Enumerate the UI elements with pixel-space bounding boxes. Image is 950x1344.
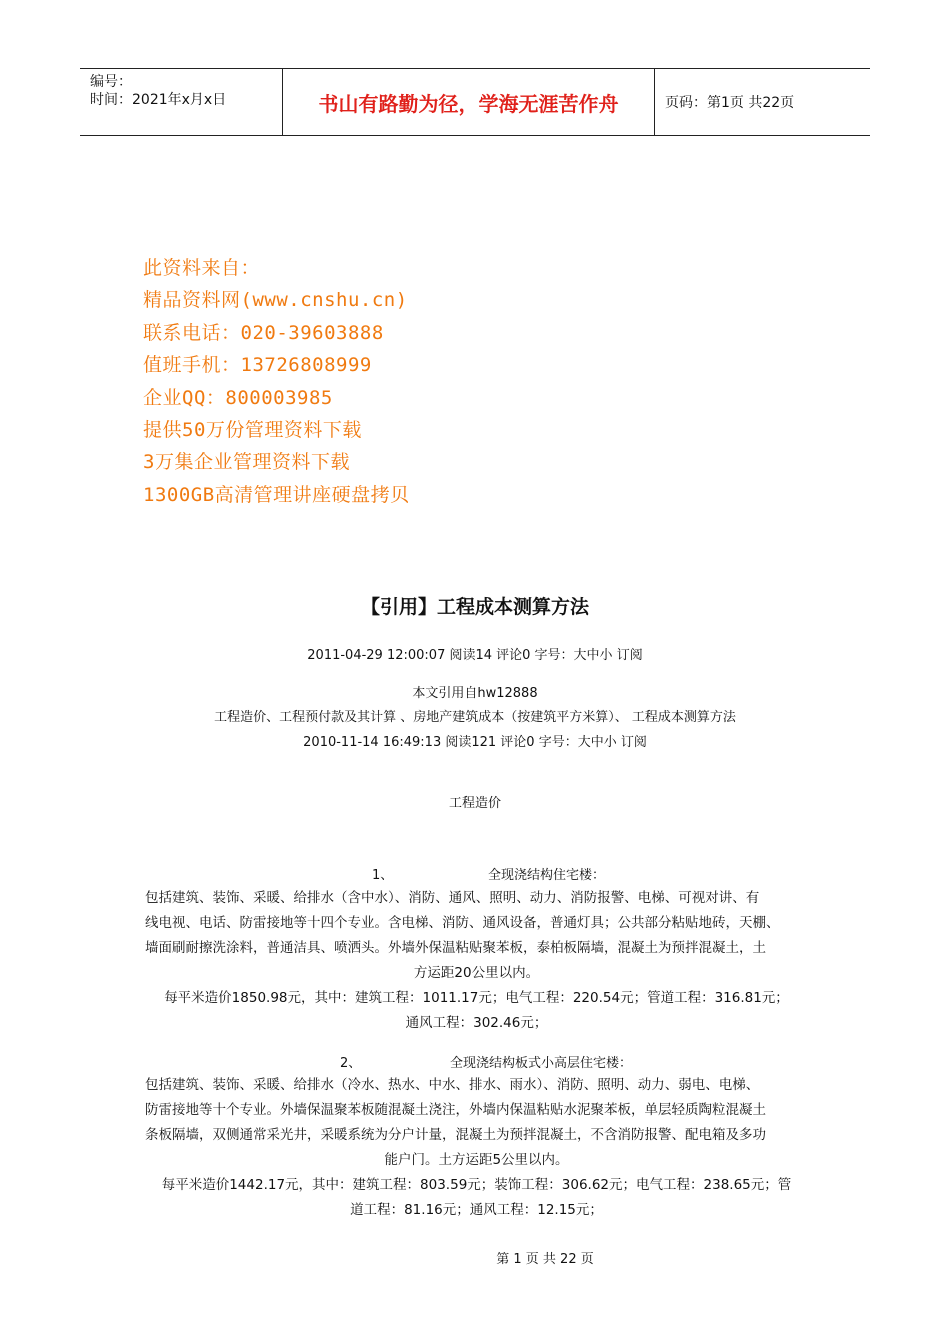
section-title: 工程造价	[448, 796, 501, 811]
promo-block	[143, 252, 410, 511]
header-motto: 书山有路勤为径，学海无涯苦作舟	[282, 69, 655, 135]
promo-line: 提供50万份管理资料下载	[143, 419, 362, 442]
desc-line: 包括建筑、装饰、采暖、给排水（冷水、热水、中水、排水、雨水）、消防、照明、动力、弱电、电梯、	[145, 1077, 760, 1093]
cost-line: 每平米造价1442.17元，其中：建筑工程：803.59元；装饰工程：306.62元；电气工程：238.65元；管	[161, 1177, 792, 1193]
article-meta: 2011-04-29 12:00:07 阅读14 评论0 字号：大中小 订阅	[307, 648, 643, 663]
item-description	[145, 886, 808, 1036]
item-number: 1、	[372, 868, 394, 883]
promo-line: 3万集企业管理资料下载	[143, 451, 350, 474]
number-label: 编号：	[90, 74, 132, 90]
desc-line: 条板隔墙，双侧通常采光井，采暖系统为分户计量，混凝土为预拌混凝土，不含消防报警、配电箱及多功	[145, 1127, 766, 1143]
promo-line: 值班手机：13726808999	[143, 354, 372, 377]
article-title: 【引用】工程成本测算方法	[360, 596, 589, 618]
quote-meta: 2010-11-14 16:49:13 阅读121 评论0 字号：大中小 订阅	[303, 735, 647, 750]
quote-source: 本文引用自hw12888	[412, 686, 538, 701]
desc-line: 包括建筑、装饰、采暖、给排水（含中水）、消防、通风、照明、动力、消防报警、电梯、可视对讲、有	[145, 890, 760, 906]
promo-line: 此资料来自：	[143, 257, 261, 279]
desc-line: 线电视、电话、防雷接地等十四个专业。含电梯、消防、通风设备，普通灯具；公共部分粘贴地砖，天棚、	[145, 915, 780, 931]
promo-line: 联系电话：020-39603888	[143, 321, 384, 344]
promo-line: 1300GB高清管理讲座硬盘拷贝	[143, 483, 410, 506]
item-description	[145, 1073, 808, 1223]
time-label: 时间：2021年x月x日	[90, 92, 227, 108]
promo-line: 精品资料网(www.cnshu.cn)	[143, 289, 408, 312]
item-title: 全现浇结构住宅楼：	[488, 868, 606, 883]
header-left-cell	[80, 69, 282, 135]
promo-line: 企业QQ：800003985	[143, 386, 333, 409]
cost-line: 通风工程：302.46元；	[405, 1015, 548, 1031]
quote-tags: 工程造价、工程预付款及其计算 、房地产建筑成本（按建筑平方米算）、 工程成本测算方法	[214, 710, 736, 725]
page-footer: 第 1 页 共 22 页	[496, 1252, 594, 1267]
desc-line: 防雷接地等十个专业。外墙保温聚苯板随混凝土浇注，外墙内保温粘贴水泥聚苯板，单层轻质陶粒混凝土	[145, 1102, 766, 1118]
page-header	[80, 68, 870, 136]
header-page-info: 页码：第1页 共22页	[665, 95, 795, 111]
desc-line: 墙面刷耐擦洗涂料，普通洁具、喷洒头。外墙外保温粘贴聚苯板，泰柏板隔墙，混凝土为预拌混凝土，土	[145, 940, 766, 956]
cost-line: 每平米造价1850.98元，其中：建筑工程：1011.17元；电气工程：220.54元；管道工程：316.81元；	[164, 990, 789, 1006]
desc-line: 方运距20公里以内。	[413, 965, 540, 981]
item-title: 全现浇结构板式小高层住宅楼：	[450, 1056, 633, 1071]
cost-line: 道工程：81.16元；通风工程：12.15元；	[350, 1202, 603, 1218]
item-number: 2、	[340, 1056, 362, 1071]
desc-line: 能户门。土方运距5公里以内。	[384, 1152, 569, 1168]
